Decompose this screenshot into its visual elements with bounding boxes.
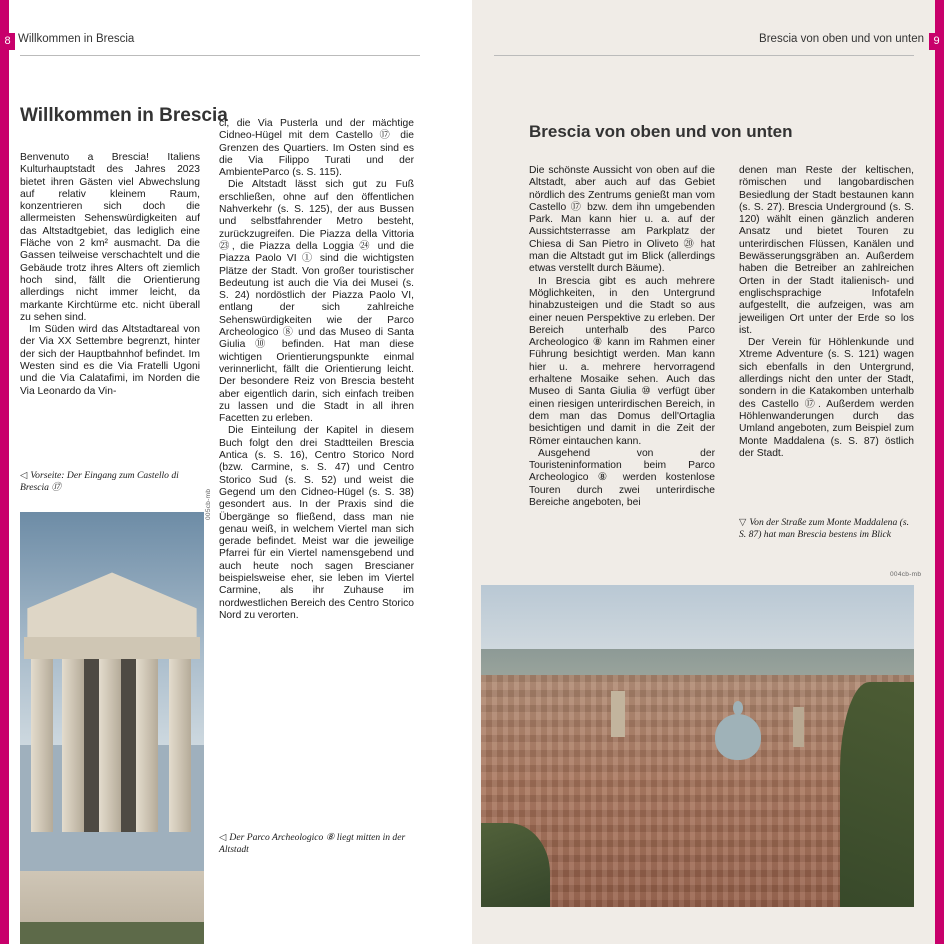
page-title-left: Willkommen in Brescia xyxy=(20,105,228,126)
running-head-right-text: Brescia von oben und von unten xyxy=(759,33,924,45)
photo-trees-right xyxy=(840,682,914,907)
paragraph: Im Süden wird das Altstadtareal von der Via XX Settembre begrenzt, hinter der sich der Hauptbahnhof befindet. Im Westen sind es die Via Fratelli Ugoni und die Via Calatafimi, im Norden die Via Leonardo da Vin- xyxy=(20,324,200,397)
paragraph: In Brescia gibt es auch mehrere Möglichkeiten, in den Untergrund hinabzusteigen und die Stadt so aus einer neuen Perspektive zu erleben. Der Bereich unterhalb des Parco Archeologico ⑧ kann im Rahmen einer Führung besichtigt werden. Man kann hier u. a. mehrere hervorragend erhaltene Mosaike sehen. Auch das Museo di Santa Giulia ⑩ verfügt über einen riesigen unterirdischen Bereich, in dem man das Domus dell'Ortaglia besichtigen und damit in die Zeit der Römer eintauchen kann. xyxy=(529,275,715,447)
caption-text: Von der Straße zum Monte Maddalena (s. S. 87) hat man Brescia bestens im Blick xyxy=(739,517,909,540)
paragraph: Benvenuto a Brescia! Italiens Kulturhauptstadt des Jahres 2023 bietet ihren Gästen viel Abwechslung auf relativ kleinem Raum, konzentrieren sich doch die allermeisten Sehenswürdigkeiten auf das Altstadtgebiet, das lediglich eine Fläche von 2 km² ausmacht. Da die Gassen teilweise verschachtelt und die Gebäude trotz ihres Alters oft ziemlich hoch sind, fällt die Orientierung allerdings nicht immer leicht, da markante Kirchtürme etc. nicht überall zu sehen sind. xyxy=(20,152,200,323)
paragraph: Der Verein für Höhlenkunde und Xtreme Adventure (s. S. 121) wagen sich ebenfalls in den Untergrund, allerdings nicht den unter der Stadt, sondern in die Katakomben unterhalb des Castello ⑰. Außerdem werden Höhlenwanderungen durch das Umland angeboten, zum Beispiel zum Monte Maddalena (s. S. 87) östlich der Stadt. xyxy=(739,337,914,459)
caption-text: Vorseite: Der Eingang zum Castello di Brescia ⑰ xyxy=(20,470,179,493)
right-column-2 xyxy=(739,165,914,460)
page-title-right: Brescia von oben und von unten xyxy=(529,122,793,141)
running-head-left xyxy=(4,33,135,53)
photo-column xyxy=(62,659,84,832)
folio-left: 8 xyxy=(0,33,15,50)
running-head-right xyxy=(759,33,940,53)
caption-parco-archeologico xyxy=(219,832,414,855)
paragraph: Die Einteilung der Kapitel in diesem Buch folgt den drei Stadtteilen Brescia Antica (s. S. 16), Centro Storico Nord (bzw. Carmine, s. S. 47) und Centro Storico Sud (s. S. 52) und weist die Gegend um den Cidneo-Hügel (s. S. 38) gesondert aus. In der Praxis sind die Übergänge so fließend, dass man nie genau weiß, in welchem Viertel man sich gerade befindet. Meist war die jeweilige Pfarrei für ein Viertel namensgebend und auch heute noch sagen Brescianer beispielsweise eher, sie leben im Viertel Carmine, als ihr Zuhause im nordwestlichen Bereich des Centro Storico Nord zu verorten. xyxy=(219,425,414,621)
caption-arrow-icon: ▽ xyxy=(739,517,747,528)
running-head-left-text: Willkommen in Brescia xyxy=(18,33,135,45)
paragraph: denen man Reste der keltischen, römischen und langobardischen Besiedlung der Stadt bestaunen kann (s. S. 27). Brescia Underground (s. S. 120) wählt einen gänzlich anderen Ansatz und bietet Touren zu unterirdischen Flüssen, Kanälen und Bewässerungsgräben an. Außerdem haben die Betreiber an zahlreichen Orten in der Stadt italienisch- und englischsprachige Infotafeln aufgestellt, die aufzeigen, was am jeweiligen Ort unter der Erde so los ist. xyxy=(739,165,914,336)
photo-credit-left: 005cb-mb xyxy=(205,488,212,520)
head-rule-left xyxy=(20,55,420,56)
paragraph: ci, die Via Pusterla und der mächtige Cidneo-Hügel mit dem Castello ⑰ die Grenzen des Quartiers. Im Osten sind es die Via Filippo Turati und der AmbienteParco (s. S. 115). xyxy=(219,118,414,179)
paragraph: Ausgehend von der Touristeninformation beim Parco Archeologico ⑧ werden kostenlose Touren durch zwei unterirdische Bereiche angeboten, bei xyxy=(529,447,715,509)
photo-tower xyxy=(611,691,625,737)
caption-previous-page xyxy=(20,470,200,493)
photo-hills xyxy=(481,649,914,678)
caption-text: Der Parco Archeologico ⑧ liegt mitten in der Altstadt xyxy=(219,832,406,855)
photo-castello-entrance xyxy=(20,512,204,944)
caption-arrow-icon: ◁ xyxy=(219,832,227,843)
photo-dome xyxy=(715,714,761,760)
caption-arrow-icon: ◁ xyxy=(20,470,28,481)
paragraph: Die schönste Aussicht von oben auf die Altstadt, aber auch auf das Gebiet nördlich des Zentrums genießt man vom Castello ⑰ bzw. dem ihn umgebenden Park. Man kann hier u. a. auf der Aussichtsterrasse am Parkplatz der Chiesa di San Pietro in Oliveto ⑳ hat man die Altstadt gut im Blick (allerdings etwas verstellt durch Bäume). xyxy=(529,165,715,275)
photo-column xyxy=(99,659,121,832)
left-column-2 xyxy=(219,118,414,622)
right-column-1 xyxy=(529,165,715,509)
paragraph: Die Altstadt lässt sich gut zu Fuß erschließen, ohne auf den öffentlichen Nahverkehr (s. S. 125), der aus Bussen und selbstfahrender Metro besteht, zurückzugreifen. Die Piazza della Vittoria ㉓, die Piazza della Loggia ㉔ und die Piazza Paolo VI ① sind die wichtigsten Plätze der Stadt. Von großer touristischer Bedeutung ist auch die Via dei Musei (s. S. 24) nordöstlich der Piazza Paolo VI, entlang der sich zahlreiche Sehenswürdigkeiten wie der Parco Archeologico ⑧ und das Museo di Santa Giulia ⑩ befinden. Hat man diese wichtigen Orientierungspunkte einmal verinnerlicht, fällt die Orientierung leicht. Der besondere Reiz von Brescia besteht aber eigentlich darin, sich einfach treiben zu lassen und die Stadt in all ihren Facetten zu erleben. xyxy=(219,179,414,425)
left-edge-accent xyxy=(0,0,9,944)
photo-column xyxy=(136,659,158,832)
photo-tower xyxy=(793,707,804,747)
photo-entablature xyxy=(24,637,201,659)
photo-column xyxy=(31,659,53,832)
folio-right: 9 xyxy=(929,33,944,50)
photo-brescia-panorama xyxy=(481,585,914,907)
photo-column xyxy=(169,659,191,832)
photo-foreground xyxy=(20,922,204,944)
head-rule-right xyxy=(494,55,914,56)
right-edge-accent xyxy=(935,0,944,944)
photo-credit-right: 004cb-mb xyxy=(890,571,922,578)
caption-monte-maddalena xyxy=(739,517,914,540)
left-column-1 xyxy=(20,152,200,398)
